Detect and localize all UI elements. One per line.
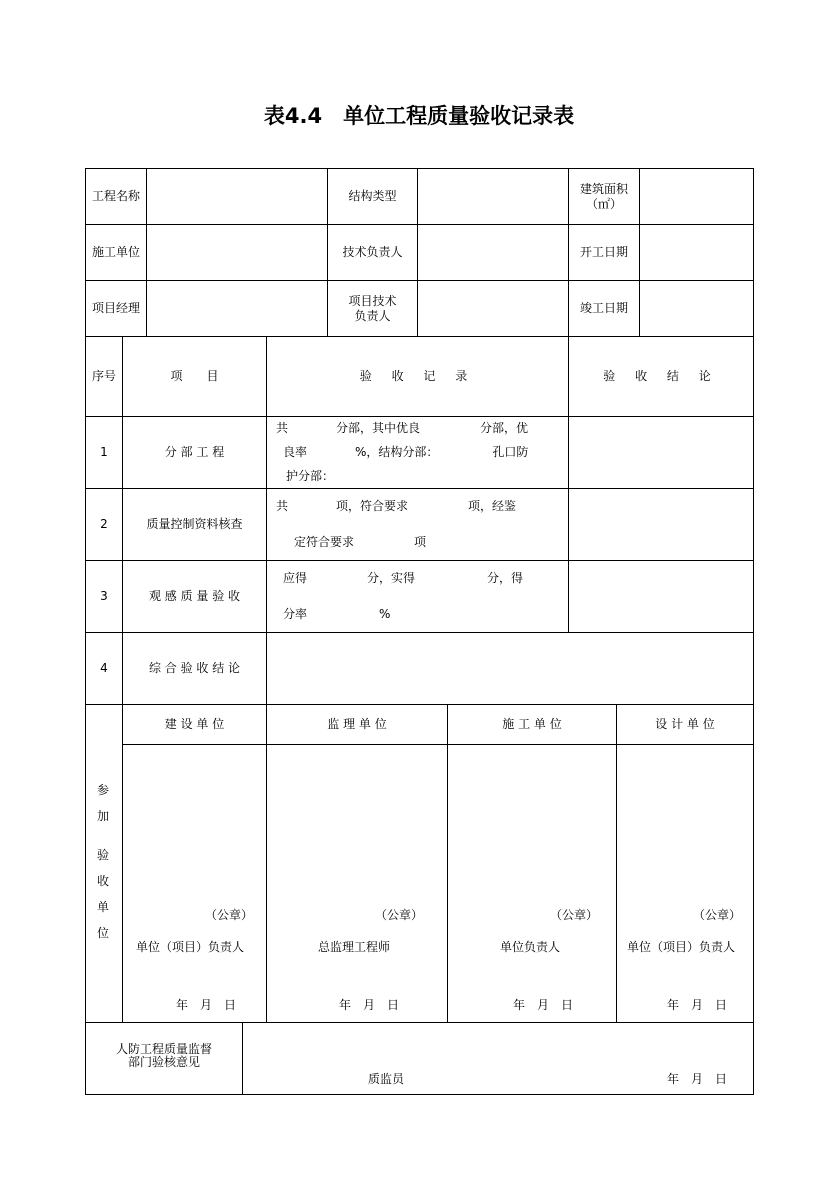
col-record: 验 收 记 录 — [266, 336, 569, 417]
supervision-date: 年 月 日 — [667, 1072, 728, 1086]
label-start-date: 开工日期 — [568, 224, 640, 281]
participants-label-char: 收 — [97, 874, 110, 888]
label-line: 项目技术 — [348, 293, 397, 308]
unit-name-supervisor: 监 理 单 位 — [266, 704, 448, 745]
row-1-line-1: 共 分部，其中优良 分部，优 — [276, 421, 529, 435]
label-construction-unit: 施工单位 — [85, 224, 147, 281]
col-conclusion: 验 收 结 论 — [568, 336, 754, 417]
row-3-item: 观 感 质 量 验 收 — [122, 560, 267, 633]
signer-owner: 单位（项目）负责人 — [136, 940, 245, 954]
label-building-area — [568, 168, 640, 225]
row-4-no: 4 — [85, 632, 123, 705]
date-designer: 年 月 日 — [667, 998, 728, 1012]
date-contractor: 年 月 日 — [513, 998, 574, 1012]
signer-contractor: 单位负责人 — [500, 940, 561, 954]
label-structure-type: 结构类型 — [327, 168, 418, 225]
unit-sign-contractor[interactable] — [447, 744, 617, 1023]
participants-label-char: 加 — [97, 809, 110, 823]
supervision-label — [85, 1022, 243, 1095]
row-3-line-1: 应得 分，实得 分，得 — [283, 571, 524, 585]
unit-sign-supervisor[interactable] — [266, 744, 448, 1023]
row-2-conclusion[interactable] — [568, 488, 754, 561]
field-tech-lead[interactable] — [417, 224, 569, 281]
row-1-line-3: 护分部： — [286, 469, 335, 483]
label-line: 负责人 — [354, 308, 391, 323]
unit-name-contractor: 施 工 单 位 — [447, 704, 617, 745]
participants-label-cell — [85, 704, 123, 1023]
row-1-conclusion[interactable] — [568, 416, 754, 489]
seal-owner: （公章） — [205, 908, 254, 922]
inspector-label: 质监员 — [368, 1072, 405, 1086]
seal-contractor: （公章） — [550, 908, 599, 922]
label-project-tech-lead — [327, 280, 418, 337]
participants-label-char: 验 — [97, 848, 110, 862]
field-completion-date[interactable] — [639, 280, 754, 337]
field-construction-unit[interactable] — [146, 224, 328, 281]
participants-label-char: 参 — [97, 783, 110, 797]
row-1-item: 分 部 工 程 — [122, 416, 267, 489]
row-3-no: 3 — [85, 560, 123, 633]
unit-text: （㎡） — [585, 196, 622, 211]
unit-sign-designer[interactable] — [616, 744, 754, 1023]
unit-name-owner: 建 设 单 位 — [122, 704, 267, 745]
field-project-tech-lead[interactable] — [417, 280, 569, 337]
label-line: 人防工程质量监督 — [115, 1042, 212, 1056]
signer-supervisor: 总监理工程师 — [318, 940, 391, 954]
row-1-no: 1 — [85, 416, 123, 489]
unit-sign-owner[interactable] — [122, 744, 267, 1023]
field-project-name[interactable] — [146, 168, 328, 225]
participants-label-char: 位 — [97, 926, 110, 940]
label-project-manager: 项目经理 — [85, 280, 147, 337]
date-owner: 年 月 日 — [176, 998, 237, 1012]
row-2-line-2: 定符合要求 项 — [294, 535, 427, 549]
date-supervisor: 年 月 日 — [339, 998, 400, 1012]
row-2-item: 质量控制资料核查 — [122, 488, 267, 561]
field-start-date[interactable] — [639, 224, 754, 281]
label-project-name: 工程名称 — [85, 168, 147, 225]
field-building-area[interactable] — [639, 168, 754, 225]
seal-supervisor: （公章） — [375, 908, 424, 922]
field-project-manager[interactable] — [146, 280, 328, 337]
participants-label-char: 单 — [97, 900, 110, 914]
row-2-line-1: 共 项，符合要求 项，经鉴 — [276, 499, 517, 513]
col-no: 序号 — [85, 336, 123, 417]
row-3-conclusion[interactable] — [568, 560, 754, 633]
label-completion-date: 竣工日期 — [568, 280, 640, 337]
label-line: 部门验核意见 — [127, 1055, 200, 1069]
row-2-no: 2 — [85, 488, 123, 561]
signer-designer: 单位（项目）负责人 — [627, 940, 736, 954]
row-4-item: 综 合 验 收 结 论 — [122, 632, 267, 705]
unit-name-designer: 设 计 单 位 — [616, 704, 754, 745]
row-4-record[interactable] — [266, 632, 754, 705]
label-tech-lead: 技术负责人 — [327, 224, 418, 281]
label-text: 建筑面积 — [579, 181, 628, 196]
field-structure-type[interactable] — [417, 168, 569, 225]
page-title: 表4.4 单位工程质量验收记录表 — [263, 104, 575, 128]
row-3-line-2: 分率 % — [283, 607, 391, 621]
col-item: 项 目 — [122, 336, 267, 417]
row-1-line-2: 良率 %，结构分部： 孔口防 — [283, 445, 529, 459]
seal-designer: （公章） — [693, 908, 742, 922]
